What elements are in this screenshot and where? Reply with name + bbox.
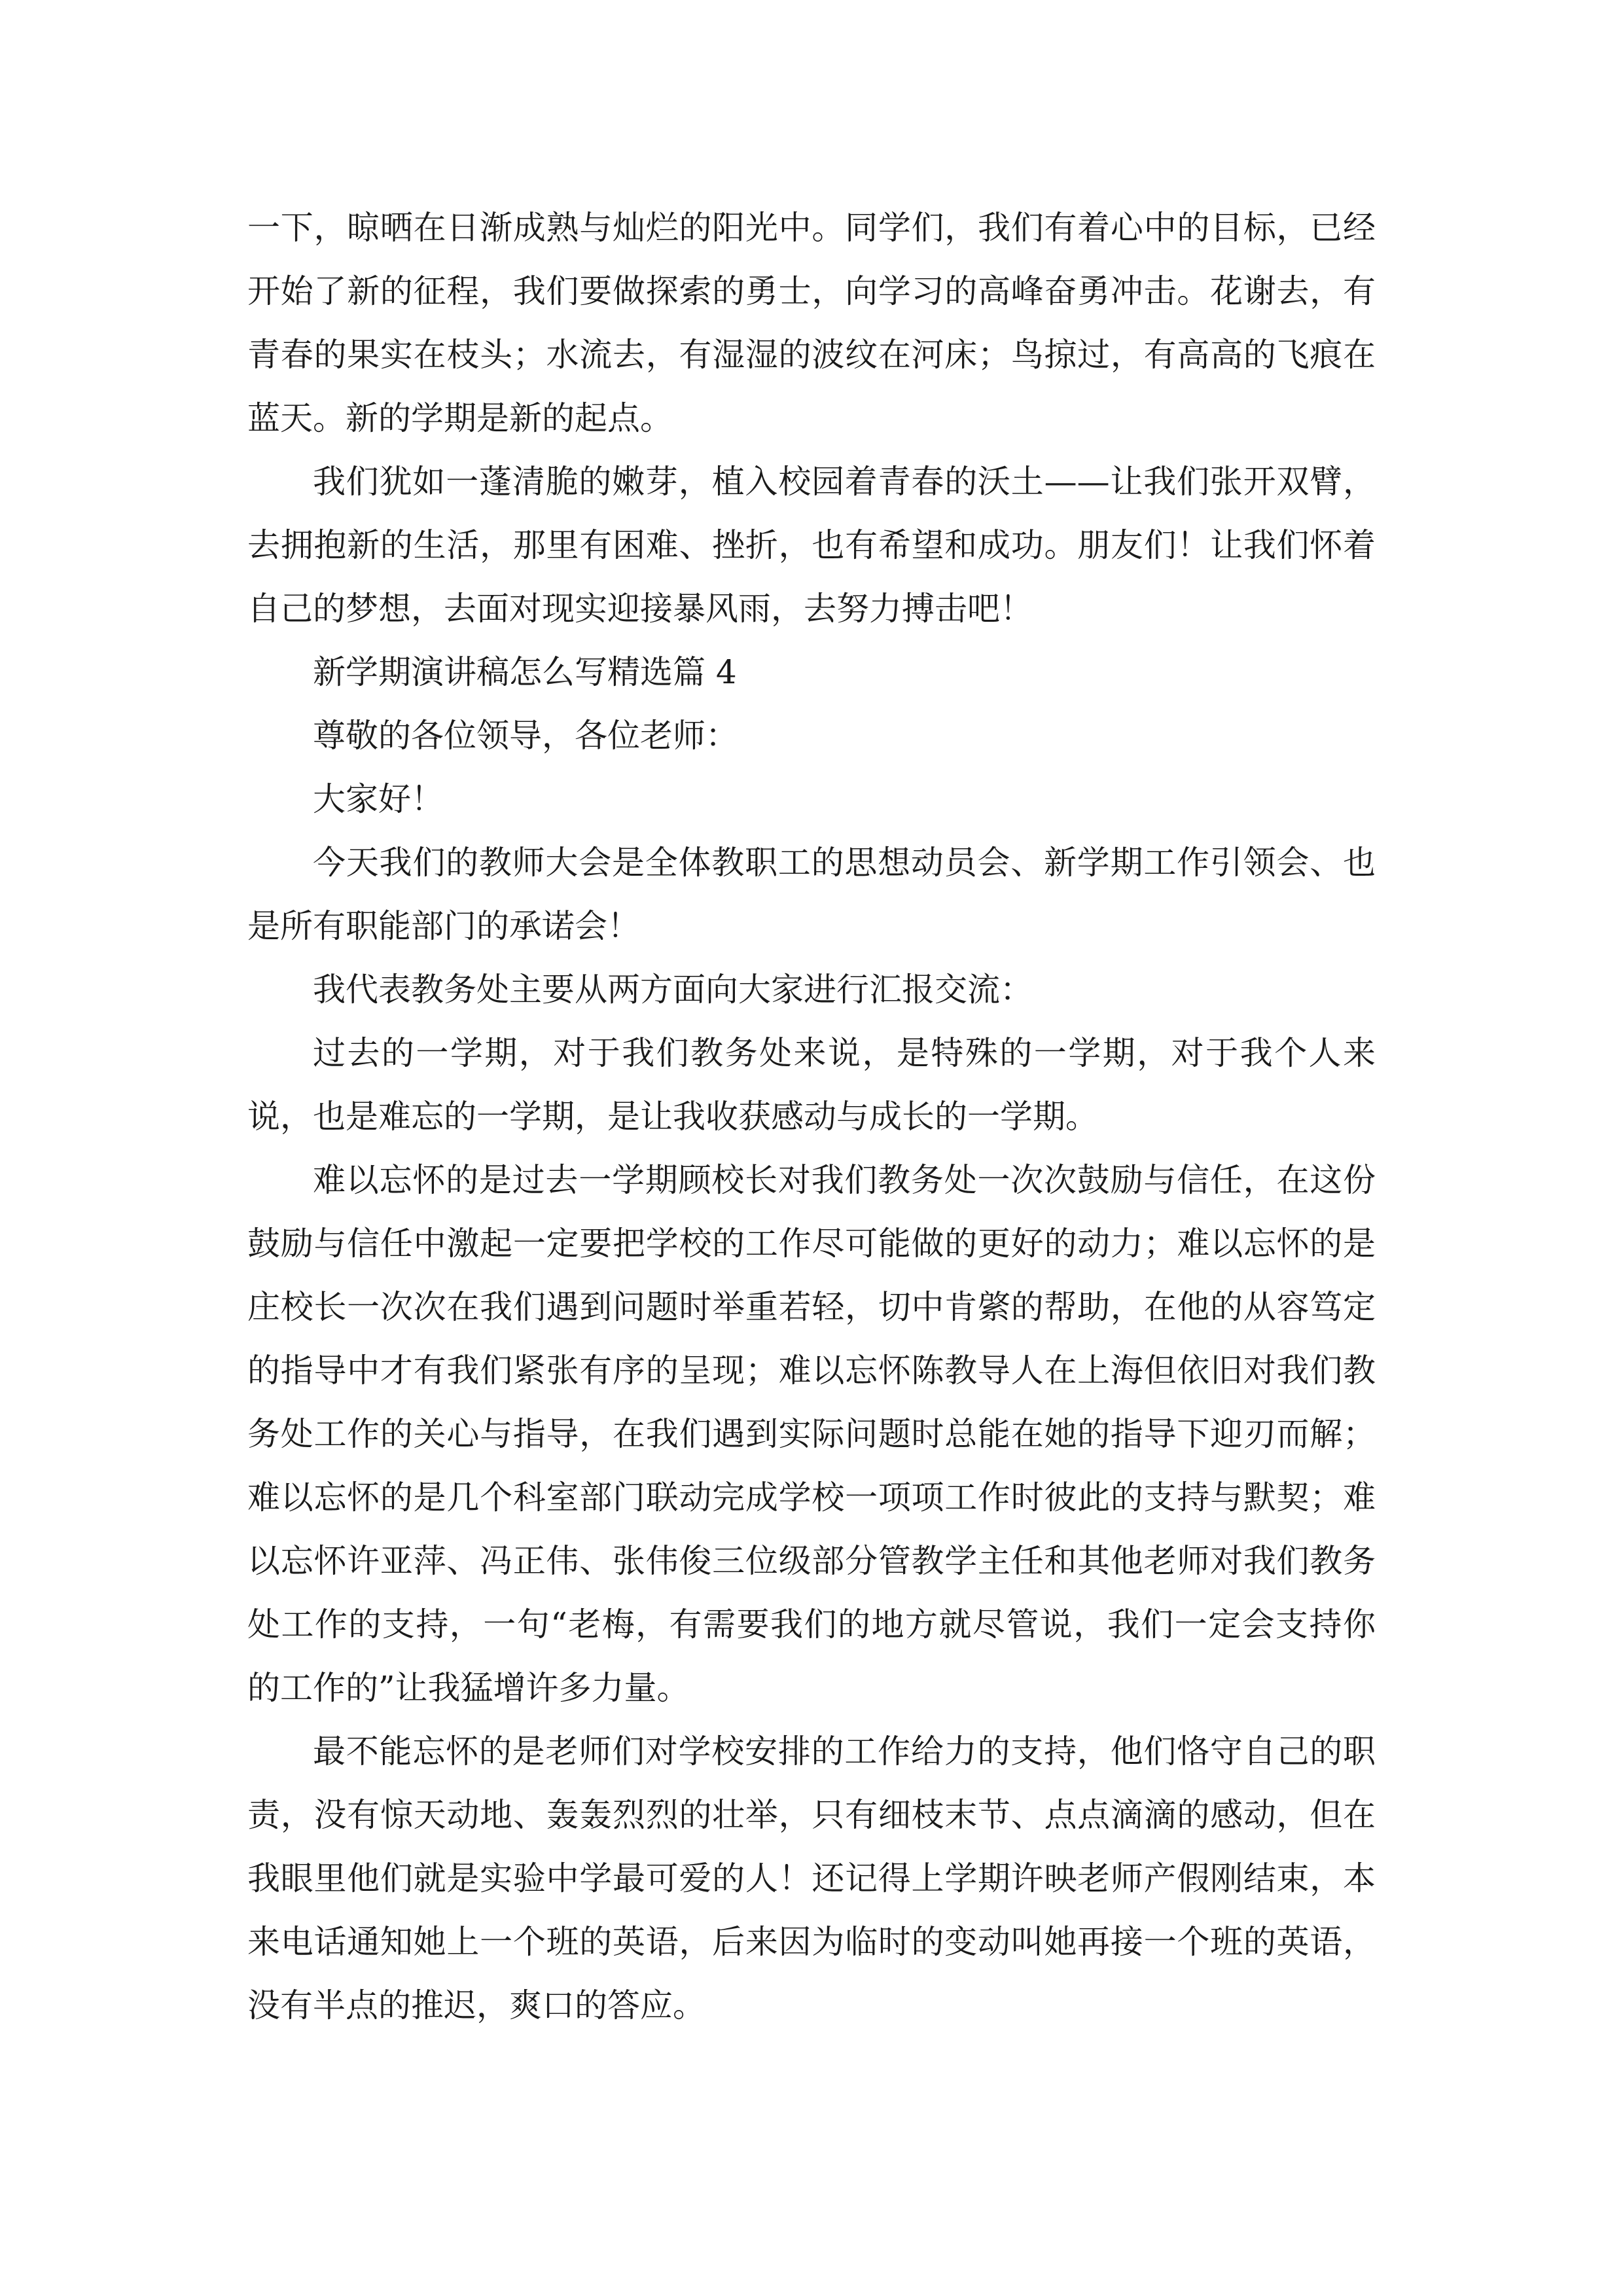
paragraph: 过去的一学期，对于我们教务处来说，是特殊的一学期，对于我个人来说，也是难忘的一学期，是让我收获感动与成长的一学期。	[247, 1034, 1376, 1136]
paragraph: 今天我们的教师大会是全体教职工的思想动员会、新学期工作引领会、也是所有职能部门的承诺会！	[247, 844, 1376, 945]
paragraph-continuation: 一下，晾晒在日渐成熟与灿烂的阳光中。同学们，我们有着心中的目标，已经开始了新的征程，我们要做探索的勇士，向学习的高峰奋勇冲击。花谢去，有青春的果实在枝头；水流去，有湿湿的波纹在河床；鸟掠过，有高高的飞痕在蓝天。新的学期是新的起点。	[247, 209, 1376, 437]
paragraph: 我代表教务处主要从两方面向大家进行汇报交流：	[313, 971, 1033, 1009]
paragraph: 难以忘怀的是过去一学期顾校长对我们教务处一次次鼓励与信任，在这份鼓励与信任中激起一定要把学校的工作尽可能做的更好的动力；难以忘怀的是庄校长一次次在我们遇到问题时举重若轻，切中肯綮的帮助，在他的从容笃定的指导中才有我们紧张有序的呈现；难以忘怀陈教导人在上海但依旧对我们教务处工作的关心与指导，在我们遇到实际问题时总能在她的指导下迎刃而解；难以忘怀的是几个科室部门联动完成学校一项项工作时彼此的支持与默契；难以忘怀许亚萍、冯正伟、张伟俊三位级部分管教学主任和其他老师对我们教务处工作的支持，一句“老梅，有需要我们的地方就尽管说，我们一定会支持你的工作的”让我猛增许多力量。	[247, 1161, 1376, 1707]
salutation: 尊敬的各位领导，各位老师：	[313, 717, 738, 755]
document-body	[247, 196, 1376, 2037]
greeting: 大家好！	[313, 780, 444, 818]
section-heading: 新学期演讲稿怎么写精选篇 4	[313, 653, 737, 691]
paragraph: 我们犹如一蓬清脆的嫩芽，植入校园着青春的沃土——让我们张开双臂，去拥抱新的生活，那里有困难、挫折，也有希望和成功。朋友们！让我们怀着自己的梦想，去面对现实迎接暴风雨，去努力搏击吧！	[247, 463, 1376, 628]
paragraph: 最不能忘怀的是老师们对学校安排的工作给力的支持，他们恪守自己的职责，没有惊天动地、轰轰烈烈的壮举，只有细枝末节、点点滴滴的感动，但在我眼里他们就是实验中学最可爱的人！还记得上学期许映老师产假刚结束，本来电话通知她上一个班的英语，后来因为临时的变动叫她再接一个班的英语，没有半点的推迟，爽口的答应。	[247, 1732, 1376, 2024]
